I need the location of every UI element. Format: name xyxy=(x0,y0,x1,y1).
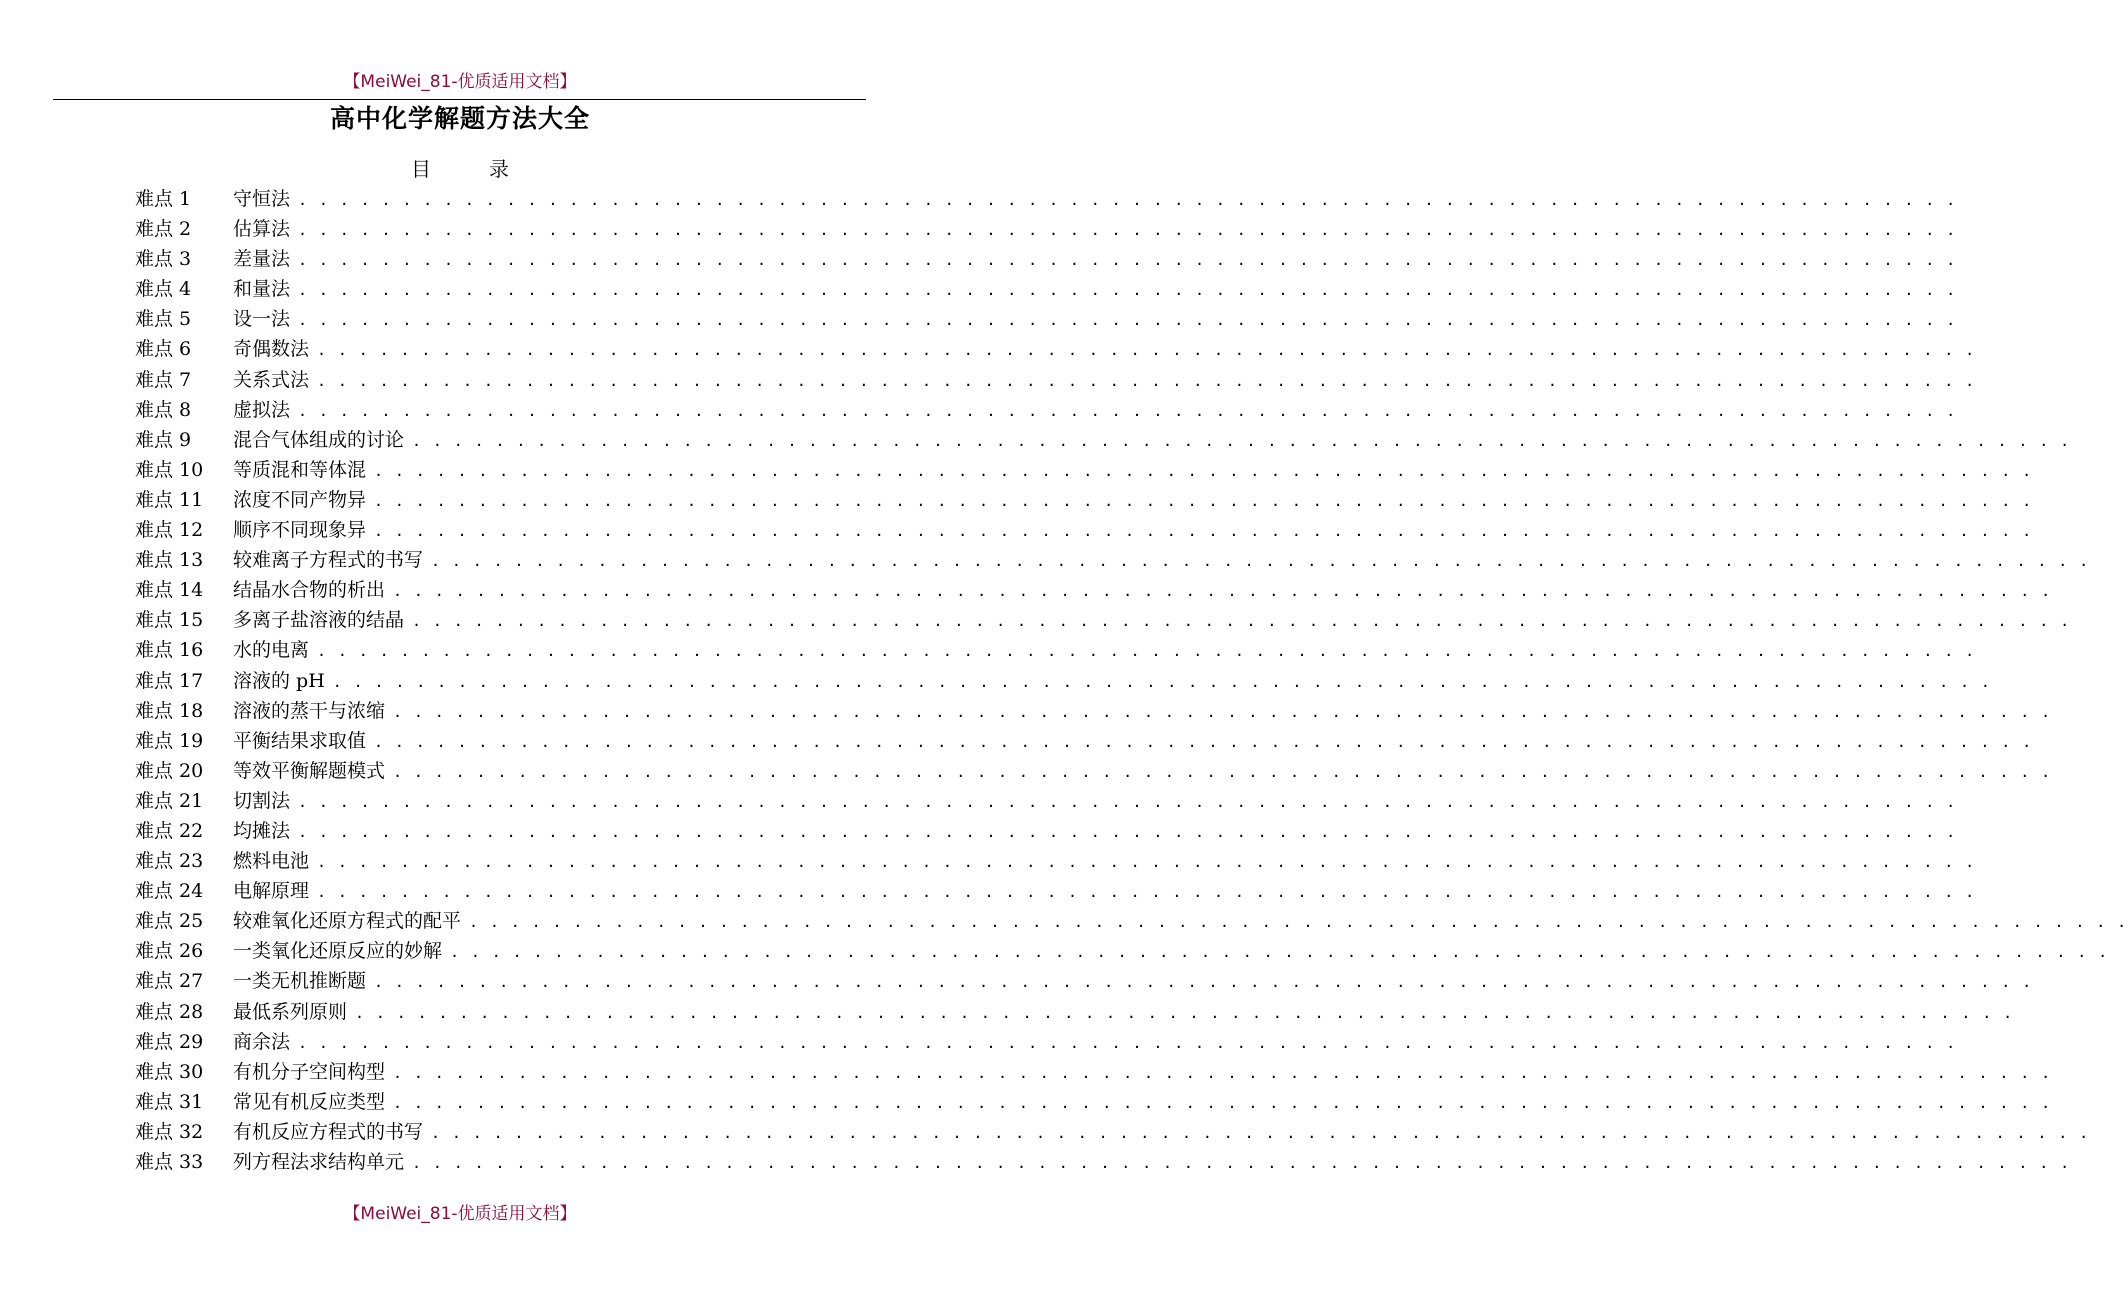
toc-entry-title-row xyxy=(233,304,1957,335)
toc-entry-label: 难点 18 xyxy=(135,699,204,722)
toc-entry[interactable] xyxy=(135,214,1957,244)
toc-entry-label: 难点 22 xyxy=(135,819,204,842)
toc-entry-label: 难点 11 xyxy=(135,488,204,511)
toc-entry-label: 难点 33 xyxy=(135,1151,204,1173)
toc-entry-title-row xyxy=(233,455,2033,486)
toc-entry-title: 多离子盐溶液的结晶 xyxy=(233,605,412,635)
toc-entry-title: 设一法 xyxy=(233,304,298,334)
toc-entry-label: 难点 16 xyxy=(135,639,204,662)
dot-leader: . . . . . . . . . . . . . . . . . . . . . . . . . . . . . . . . . . . . . . . . . . . . . . . . . . . . . . . . . . . . . . . . . . . . . . . . . . . . . . . . xyxy=(469,913,2128,932)
dot-leader: . . . . . . . . . . . . . . . . . . . . . . . . . . . . . . . . . . . . . . . . . . . . . . . . . . . . . . . . . . . . . . . . . . . . . . . . . . . . . . . . xyxy=(374,973,2033,992)
page-footer-watermark: 【MeiWei_81-优质适用文档】 xyxy=(343,1204,577,1224)
toc-entry-title-row xyxy=(233,966,2033,997)
toc-entry-title-row xyxy=(233,334,1976,365)
toc-entry[interactable] xyxy=(135,575,2052,605)
toc-entry-title: 燃料电池 xyxy=(233,846,317,876)
toc-entry-label: 难点 8 xyxy=(135,398,192,421)
dot-leader: . . . . . . . . . . . . . . . . . . . . . . . . . . . . . . . . . . . . . . . . . . . . . . . . . . . . . . . . . . . . . . . . . . . . . . . . . . . . . . . . xyxy=(298,251,1957,270)
toc-entry-title: 差量法 xyxy=(233,244,298,274)
toc-entry-title-row xyxy=(233,876,1976,907)
toc-entry-title: 最低系列原则 xyxy=(233,997,355,1027)
toc-entry-label: 难点 27 xyxy=(135,970,204,993)
dot-leader: . . . . . . . . . . . . . . . . . . . . . . . . . . . . . . . . . . . . . . . . . . . . . . . . . . . . . . . . . . . . . . . . . . . . . . . . . . . . . . . . xyxy=(412,612,2071,631)
toc-entry[interactable] xyxy=(135,726,2033,756)
toc-entry-label: 难点 5 xyxy=(135,308,192,331)
toc-entry-title: 结晶水合物的析出 xyxy=(233,575,393,605)
toc-entry-label: 难点 12 xyxy=(135,519,204,542)
toc-entry-title: 估算法 xyxy=(233,214,298,244)
toc-entry-title: 平衡结果求取值 xyxy=(233,726,374,756)
toc-entry-title-row xyxy=(233,244,1957,275)
toc-entry-label: 难点 29 xyxy=(135,1030,204,1053)
toc-entry[interactable] xyxy=(135,515,2033,545)
toc-entry-title: 有机分子空间构型 xyxy=(233,1057,393,1087)
toc-entry[interactable] xyxy=(135,425,2071,455)
toc-entry-title: 奇偶数法 xyxy=(233,334,317,364)
toc-entry-title-row xyxy=(233,997,2014,1028)
dot-leader: . . . . . . . . . . . . . . . . . . . . . . . . . . . . . . . . . . . . . . . . . . . . . . . . . . . . . . . . . . . . . . . . . . . . . . . . . . . . . . . . xyxy=(332,672,1992,691)
toc-entry[interactable] xyxy=(135,545,2090,575)
toc-entry[interactable] xyxy=(135,696,2052,726)
toc-entry-title-row xyxy=(233,635,1976,666)
toc-heading-left: 目 xyxy=(411,157,431,181)
dot-leader: . . . . . . . . . . . . . . . . . . . . . . . . . . . . . . . . . . . . . . . . . . . . . . . . . . . . . . . . . . . . . . . . . . . . . . . . . . . . . . . . xyxy=(298,311,1957,330)
dot-leader: . . . . . . . . . . . . . . . . . . . . . . . . . . . . . . . . . . . . . . . . . . . . . . . . . . . . . . . . . . . . . . . . . . . . . . . . . . . . . . . . xyxy=(431,552,2090,571)
toc-entry[interactable] xyxy=(135,966,2033,996)
toc-entry-title-row xyxy=(233,214,1957,245)
toc-entry-title: 溶液的 pH xyxy=(233,666,333,696)
toc-entry-label: 难点 26 xyxy=(135,940,204,963)
toc-entry[interactable] xyxy=(135,1087,2052,1117)
toc-entry-title-row xyxy=(233,545,2090,576)
toc-entry[interactable] xyxy=(135,786,1957,816)
toc-entry-title-row xyxy=(233,846,1976,877)
toc-entry[interactable] xyxy=(135,666,1992,696)
toc-entry-title: 混合气体组成的讨论 xyxy=(233,425,412,455)
dot-leader: . . . . . . . . . . . . . . . . . . . . . . . . . . . . . . . . . . . . . . . . . . . . . . . . . . . . . . . . . . . . . . . . . . . . . . . . . . . . . . . . xyxy=(374,491,2033,510)
toc-entry-title-row xyxy=(233,756,2052,787)
toc-entry[interactable] xyxy=(135,635,1976,665)
toc-entry-label: 难点 14 xyxy=(135,579,204,602)
toc-entry-title-row xyxy=(233,936,2109,967)
toc-entry-label: 难点 23 xyxy=(135,850,204,873)
dot-leader: . . . . . . . . . . . . . . . . . . . . . . . . . . . . . . . . . . . . . . . . . . . . . . . . . . . . . . . . . . . . . . . . . . . . . . . . . . . . . . . . xyxy=(298,281,1957,300)
toc-entry[interactable] xyxy=(135,906,2128,936)
page-header-watermark: 【MeiWei_81-优质适用文档】 xyxy=(343,72,577,92)
toc-entry-title-row xyxy=(233,726,2033,757)
dot-leader: . . . . . . . . . . . . . . . . . . . . . . . . . . . . . . . . . . . . . . . . . . . . . . . . . . . . . . . . . . . . . . . . . . . . . . . . . . . . . . . . xyxy=(298,1033,1957,1052)
toc-entry-title-row xyxy=(233,696,2052,727)
dot-leader: . . . . . . . . . . . . . . . . . . . . . . . . . . . . . . . . . . . . . . . . . . . . . . . . . . . . . . . . . . . . . . . . . . . . . . . . . . . . . . . . xyxy=(298,401,1957,420)
toc-entry[interactable] xyxy=(135,997,2014,1027)
toc-entry-label: 难点 25 xyxy=(135,910,204,933)
dot-leader: . . . . . . . . . . . . . . . . . . . . . . . . . . . . . . . . . . . . . . . . . . . . . . . . . . . . . . . . . . . . . . . . . . . . . . . . . . . . . . . . xyxy=(317,853,1976,872)
toc-entry-title-row xyxy=(233,395,1957,426)
dot-leader: . . . . . . . . . . . . . . . . . . . . . . . . . . . . . . . . . . . . . . . . . . . . . . . . . . . . . . . . . . . . . . . . . . . . . . . . . . . . . . . . xyxy=(374,461,2033,480)
toc-entry-title-row xyxy=(233,816,1957,847)
toc-entry-title: 一类氧化还原反应的妙解 xyxy=(233,936,450,966)
dot-leader: . . . . . . . . . . . . . . . . . . . . . . . . . . . . . . . . . . . . . . . . . . . . . . . . . . . . . . . . . . . . . . . . . . . . . . . . . . . . . . . . xyxy=(374,522,2033,541)
toc-entry[interactable] xyxy=(135,455,2033,485)
toc-heading xyxy=(0,155,920,183)
toc-entry-title-row xyxy=(233,515,2033,546)
header-divider xyxy=(53,99,866,100)
toc-entry-title: 均摊法 xyxy=(233,816,298,846)
toc-entry-title-row xyxy=(233,1027,1957,1058)
toc-entry-title: 等效平衡解题模式 xyxy=(233,756,393,786)
dot-leader: . . . . . . . . . . . . . . . . . . . . . . . . . . . . . . . . . . . . . . . . . . . . . . . . . . . . . . . . . . . . . . . . . . . . . . . . . . . . . . . . xyxy=(298,221,1957,240)
table-of-contents xyxy=(135,184,2128,1177)
toc-entry[interactable] xyxy=(135,395,1957,425)
dot-leader: . . . . . . . . . . . . . . . . . . . . . . . . . . . . . . . . . . . . . . . . . . . . . . . . . . . . . . . . . . . . . . . . . . . . . . . . . . . . . . . . xyxy=(374,732,2033,751)
toc-entry-title-row xyxy=(233,274,1957,305)
toc-entry-label: 难点 7 xyxy=(135,368,192,391)
toc-entry[interactable] xyxy=(135,756,2052,786)
document-title: 高中化学解题方法大全 xyxy=(329,104,590,133)
toc-entry-label: 难点 30 xyxy=(135,1060,204,1083)
toc-entry-label: 难点 9 xyxy=(135,428,192,451)
dot-leader: . . . . . . . . . . . . . . . . . . . . . . . . . . . . . . . . . . . . . . . . . . . . . . . . . . . . . . . . . . . . . . . . . . . . . . . . . . . . . . . . xyxy=(317,883,1976,902)
toc-entry[interactable] xyxy=(135,485,2033,515)
dot-leader: . . . . . . . . . . . . . . . . . . . . . . . . . . . . . . . . . . . . . . . . . . . . . . . . . . . . . . . . . . . . . . . . . . . . . . . . . . . . . . . . xyxy=(317,642,1976,661)
toc-entry-title-row xyxy=(233,786,1957,817)
toc-entry-title: 等质混和等体混 xyxy=(233,455,374,485)
toc-entry-title-row xyxy=(233,666,1992,697)
dot-leader: . . . . . . . . . . . . . . . . . . . . . . . . . . . . . . . . . . . . . . . . . . . . . . . . . . . . . . . . . . . . . . . . . . . . . . . . . . . . . . . . xyxy=(393,762,2052,781)
toc-entry-title: 常见有机反应类型 xyxy=(233,1087,393,1117)
dot-leader: . . . . . . . . . . . . . . . . . . . . . . . . . . . . . . . . . . . . . . . . . . . . . . . . . . . . . . . . . . . . . . . . . . . . . . . . . . . . . . . . xyxy=(317,341,1976,360)
toc-entry-title: 商余法 xyxy=(233,1027,298,1057)
toc-entry[interactable] xyxy=(135,816,1957,846)
toc-entry-label: 难点 20 xyxy=(135,759,204,782)
dot-leader: . . . . . . . . . . . . . . . . . . . . . . . . . . . . . . . . . . . . . . . . . . . . . . . . . . . . . . . . . . . . . . . . . . . . . . . . . . . . . . . . xyxy=(431,1123,2090,1142)
toc-entry-title-row xyxy=(233,605,2071,636)
toc-entry-title-row xyxy=(233,365,1976,396)
dot-leader: . . . . . . . . . . . . . . . . . . . . . . . . . . . . . . . . . . . . . . . . . . . . . . . . . . . . . . . . . . . . . . . . . . . . . . . . . . . . . . . . xyxy=(412,1154,2071,1172)
toc-entry[interactable] xyxy=(135,365,1976,395)
toc-entry-title: 溶液的蒸干与浓缩 xyxy=(233,696,393,726)
toc-entry-title-row xyxy=(233,1057,2052,1088)
toc-entry-title: 关系式法 xyxy=(233,365,317,395)
toc-entry-label: 难点 10 xyxy=(135,458,204,481)
toc-entry-title-row xyxy=(233,906,2128,937)
dot-leader: . . . . . . . . . . . . . . . . . . . . . . . . . . . . . . . . . . . . . . . . . . . . . . . . . . . . . . . . . . . . . . . . . . . . . . . . . . . . . . . . xyxy=(393,1063,2052,1082)
toc-entry[interactable] xyxy=(135,274,1957,304)
dot-leader: . . . . . . . . . . . . . . . . . . . . . . . . . . . . . . . . . . . . . . . . . . . . . . . . . . . . . . . . . . . . . . . . . . . . . . . . . . . . . . . . xyxy=(298,822,1957,841)
toc-entry[interactable] xyxy=(135,605,2071,635)
toc-entry-title-row xyxy=(233,1087,2052,1118)
toc-entry-label: 难点 17 xyxy=(135,669,204,692)
toc-heading-right: 录 xyxy=(489,157,509,181)
toc-entry[interactable] xyxy=(135,846,1976,876)
toc-entry[interactable] xyxy=(135,876,1976,906)
toc-entry[interactable] xyxy=(135,1027,1957,1057)
toc-entry-title-row xyxy=(233,1117,2090,1148)
toc-entry[interactable] xyxy=(135,184,1957,214)
toc-entry[interactable] xyxy=(135,244,1957,274)
dot-leader: . . . . . . . . . . . . . . . . . . . . . . . . . . . . . . . . . . . . . . . . . . . . . . . . . . . . . . . . . . . . . . . . . . . . . . . . . . . . . . . . xyxy=(412,431,2071,450)
toc-entry-title-row xyxy=(233,485,2033,516)
dot-leader: . . . . . . . . . . . . . . . . . . . . . . . . . . . . . . . . . . . . . . . . . . . . . . . . . . . . . . . . . . . . . . . . . . . . . . . . . . . . . . . . xyxy=(450,943,2109,962)
toc-entry-label: 难点 21 xyxy=(135,789,204,812)
toc-entry-label: 难点 2 xyxy=(135,218,192,241)
toc-entry[interactable] xyxy=(135,936,2109,966)
dot-leader: . . . . . . . . . . . . . . . . . . . . . . . . . . . . . . . . . . . . . . . . . . . . . . . . . . . . . . . . . . . . . . . . . . . . . . . . . . . . . . . . xyxy=(298,792,1957,811)
toc-entry-label: 难点 31 xyxy=(135,1090,204,1113)
toc-entry-label: 难点 6 xyxy=(135,338,192,361)
toc-entry-title-row xyxy=(233,1147,2071,1178)
toc-entry-title: 顺序不同现象异 xyxy=(233,515,374,545)
toc-entry[interactable] xyxy=(135,1117,2090,1147)
toc-entry-title-row xyxy=(233,575,2052,606)
dot-leader: . . . . . . . . . . . . . . . . . . . . . . . . . . . . . . . . . . . . . . . . . . . . . . . . . . . . . . . . . . . . . . . . . . . . . . . . . . . . . . . . xyxy=(393,702,2052,721)
toc-entry-title-row xyxy=(233,425,2071,456)
toc-entry-label: 难点 1 xyxy=(135,188,192,210)
toc-entry-label: 难点 15 xyxy=(135,609,204,632)
toc-entry-title: 列方程法求结构单元 xyxy=(233,1147,412,1177)
dot-leader: . . . . . . . . . . . . . . . . . . . . . . . . . . . . . . . . . . . . . . . . . . . . . . . . . . . . . . . . . . . . . . . . . . . . . . . . . . . . . . . . xyxy=(355,1003,2014,1022)
toc-entry[interactable] xyxy=(135,304,1957,334)
toc-entry-title: 虚拟法 xyxy=(233,395,298,425)
toc-entry-label: 难点 3 xyxy=(135,248,192,271)
toc-entry-label: 难点 19 xyxy=(135,729,204,752)
toc-entry-label: 难点 4 xyxy=(135,278,192,301)
toc-entry-title: 和量法 xyxy=(233,274,298,304)
dot-leader: . . . . . . . . . . . . . . . . . . . . . . . . . . . . . . . . . . . . . . . . . . . . . . . . . . . . . . . . . . . . . . . . . . . . . . . . . . . . . . . . xyxy=(393,582,2052,601)
toc-entry-label: 难点 32 xyxy=(135,1120,204,1143)
toc-entry-title: 切割法 xyxy=(233,786,298,816)
toc-entry-label: 难点 28 xyxy=(135,1000,204,1023)
toc-entry[interactable] xyxy=(135,334,1976,364)
dot-leader: . . . . . . . . . . . . . . . . . . . . . . . . . . . . . . . . . . . . . . . . . . . . . . . . . . . . . . . . . . . . . . . . . . . . . . . . . . . . . . . . xyxy=(317,371,1976,390)
toc-entry-title: 浓度不同产物异 xyxy=(233,485,374,515)
toc-entry-title-row xyxy=(233,184,1957,215)
toc-entry-label: 难点 13 xyxy=(135,549,204,572)
toc-entry[interactable] xyxy=(135,1147,2071,1177)
toc-entry-title: 有机反应方程式的书写 xyxy=(233,1117,431,1147)
toc-entry-title: 水的电离 xyxy=(233,635,317,665)
dot-leader: . . . . . . . . . . . . . . . . . . . . . . . . . . . . . . . . . . . . . . . . . . . . . . . . . . . . . . . . . . . . . . . . . . . . . . . . . . . . . . . . xyxy=(298,191,1957,209)
toc-entry-title: 较难氧化还原方程式的配平 xyxy=(233,906,469,936)
toc-entry-title: 较难离子方程式的书写 xyxy=(233,545,431,575)
toc-entry-title: 一类无机推断题 xyxy=(233,966,374,996)
toc-entry-label: 难点 24 xyxy=(135,880,204,903)
toc-entry-title: 电解原理 xyxy=(233,876,317,906)
toc-entry-title: 守恒法 xyxy=(233,184,298,214)
toc-entry[interactable] xyxy=(135,1057,2052,1087)
dot-leader: . . . . . . . . . . . . . . . . . . . . . . . . . . . . . . . . . . . . . . . . . . . . . . . . . . . . . . . . . . . . . . . . . . . . . . . . . . . . . . . . xyxy=(393,1093,2052,1112)
